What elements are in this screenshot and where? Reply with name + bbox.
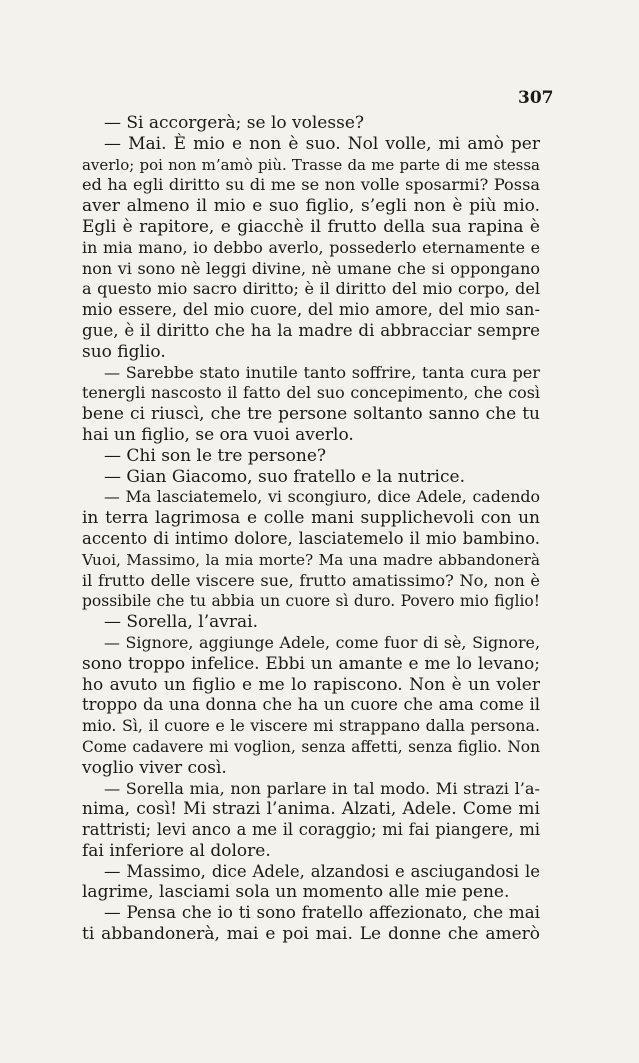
text-line: sono troppo infelice. Ebbi un amante e me lo levano;: [82, 653, 540, 674]
text-line: troppo da una donna che ha un cuore che ama come il: [82, 695, 540, 715]
text-line: accento di intimo dolore, lasciatemelo il mio bambino.: [82, 528, 540, 548]
text-line: non vi sono nè leggi divine, nè umane che si oppongano: [82, 258, 540, 278]
text-line: — Sorella, l’avrai.: [104, 612, 258, 633]
page-number: 307: [518, 88, 554, 108]
text-line: — Chi son le tre persone?: [104, 445, 326, 466]
text-line: — Gian Giacomo, suo fratello e la nutrice.: [104, 466, 465, 487]
text-line: gue, è il diritto che ha la madre di abbracciar sempre: [82, 320, 540, 340]
text-line: aver almeno il mio e suo figlio, s’egli non è più mio.: [82, 196, 540, 217]
text-line: in terra lagrimosa e colle mani supplichevoli con un: [82, 508, 540, 529]
text-line: — Sorella mia, non parlare in tal modo. Mi strazi l’a-: [104, 778, 540, 798]
text-line: il frutto delle viscere sue, frutto amatissimo? No, non è: [82, 570, 540, 590]
text-line: lagrime, lasciami sola un momento alle mie pene.: [82, 882, 510, 903]
text-line: ho avuto un figlio e me lo rapiscono. Non è un voler: [82, 674, 540, 695]
text-line: mio essere, del mio cuore, del mio amore, del mio san-: [82, 300, 540, 320]
text-line: nima, così! Mi strazi l’anima. Alzati, Adele. Come mi: [82, 799, 540, 820]
text-line: averlo; poi non m’amò più. Trasse da me parte di me stessa: [82, 155, 540, 174]
text-line: — Pensa che io ti sono fratello affezionato, che mai: [104, 903, 540, 923]
text-line: — Mai. È mio e non è suo. Nol volle, mi amò per: [104, 133, 540, 154]
text-line: a questo mio sacro diritto; è il diritto del mio corpo, del: [82, 279, 540, 299]
text-line: ed ha egli diritto su di me se non volle sposarmi? Possa: [82, 175, 540, 195]
text-line: rattristi; levi anco a me il coraggio; mi fai piangere, mi: [82, 820, 540, 840]
text-line: fai inferiore al dolore.: [82, 840, 271, 861]
text-line: hai un figlio, se ora vuoi averlo.: [82, 424, 354, 445]
text-line: voglio viver così.: [82, 757, 227, 778]
text-line: — Sarebbe stato inutile tanto soffrire, tanta cura per: [104, 362, 540, 382]
text-line: — Signore, aggiunge Adele, come fuor di sè, Signore,: [104, 632, 540, 652]
text-line: mio. Sì, il cuore e le viscere mi strappano dalla persona.: [82, 716, 540, 736]
text-line: — Ma lasciatemelo, vi scongiuro, dice Adele, cadendo: [104, 487, 540, 507]
text-line: — Si accorgerà; se lo volesse?: [104, 113, 364, 133]
text-line: Egli è rapitore, e giacchè il frutto della sua rapina è: [82, 216, 540, 237]
text-line: in mia mano, io debbo averlo, possederlo eternamente e: [82, 237, 540, 257]
text-line: Vuoi, Massimo, la mia morte? Ma una madre abbandonerà: [82, 550, 540, 569]
text-line: ti abbandonerà, mai e poi mai. Le donne che amerò: [82, 924, 540, 945]
text-line: tenergli nascosto il fatto del suo concepimento, che così: [82, 383, 540, 403]
text-line: suo figlio.: [82, 341, 166, 362]
text-line: — Massimo, dice Adele, alzandosi e asciugandosi le: [104, 861, 540, 881]
text-line: Come cadavere mi voglion, senza affetti, senza figlio. Non: [82, 737, 540, 756]
body-text: [82, 113, 540, 945]
text-line: possibile che tu abbia un cuore sì duro. Povero mio figlio!: [82, 592, 540, 611]
text-line: bene ci riuscì, che tre persone soltanto sanno che tu: [82, 404, 540, 425]
